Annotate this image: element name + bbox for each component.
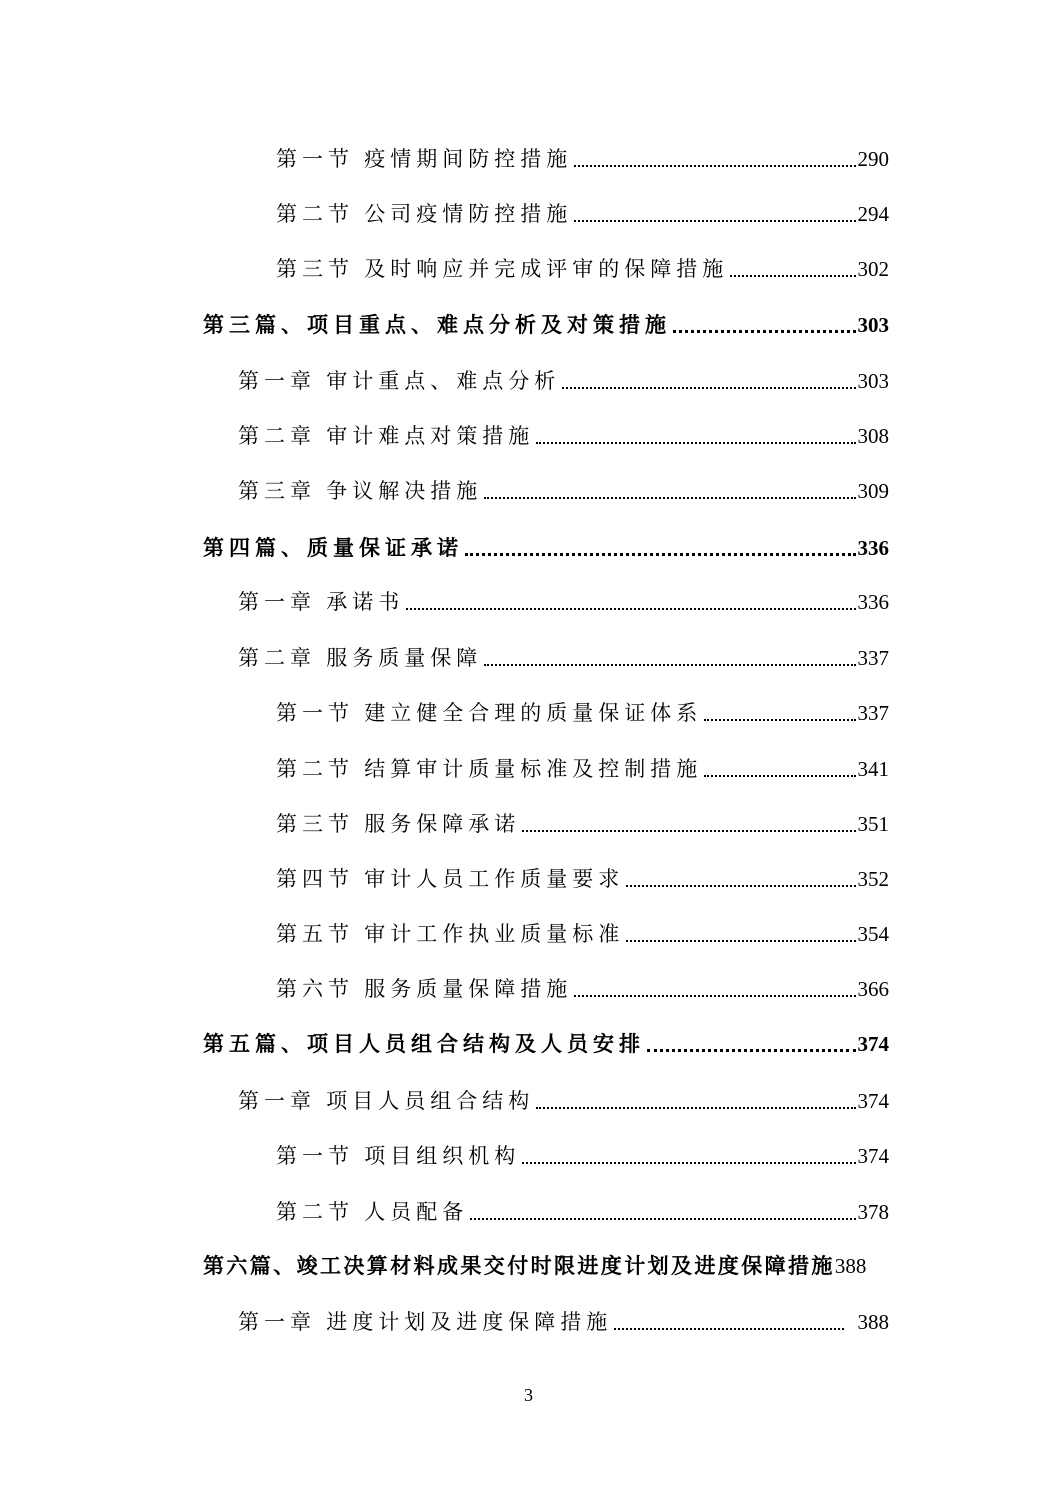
toc-leader-dots — [484, 643, 855, 673]
toc-entry-title: 第一章 进度计划及进度保障措施 — [238, 1310, 613, 1334]
toc-entry-page: 303 — [857, 369, 889, 393]
toc-leader-dots — [730, 254, 855, 284]
toc-entry-page: 378 — [857, 1200, 889, 1224]
toc-entry-page: 388 — [834, 1254, 867, 1278]
toc-leader-dots — [470, 1197, 855, 1227]
toc-entry-page: 303 — [857, 313, 889, 337]
toc-entry-title: 第一章 承诺书 — [238, 590, 405, 614]
toc-leader-dots — [626, 864, 855, 894]
toc-entry-title: 第四篇、质量保证承诺 — [203, 536, 463, 560]
toc-entry-page: 336 — [857, 590, 889, 614]
toc-leader-dots — [704, 698, 855, 728]
toc-leader-dots — [626, 919, 855, 949]
toc-entry — [238, 639, 889, 673]
toc-entry-title: 第三节 及时响应并完成评审的保障措施 — [276, 257, 729, 281]
toc-leader-dots — [647, 1029, 856, 1059]
toc-entry-page: 388 — [857, 1310, 889, 1334]
toc-entry-title: 第一节 疫情期间防控措施 — [276, 147, 573, 171]
toc-entry-page: 308 — [857, 424, 889, 448]
toc-part-entry — [203, 306, 889, 340]
toc-leader-dots — [574, 144, 855, 174]
toc-entry — [276, 1193, 889, 1227]
toc-entry-page: 337 — [857, 646, 889, 670]
toc-entry — [276, 970, 889, 1004]
toc-entry-page: 294 — [857, 202, 889, 226]
toc-entry — [238, 362, 889, 396]
toc-entry-title: 第三篇、项目重点、难点分析及对策措施 — [203, 313, 671, 337]
toc-leader-dots — [673, 310, 856, 340]
toc-entry-title: 第一章 审计重点、难点分析 — [238, 369, 561, 393]
toc-entry-title: 第三章 争议解决措施 — [238, 479, 483, 503]
toc-entry-title: 第二章 审计难点对策措施 — [238, 424, 535, 448]
toc-entry-title: 第三节 服务保障承诺 — [276, 812, 521, 836]
toc-entry-page: 336 — [857, 536, 889, 560]
toc-entry-title: 第二节 结算审计质量标准及控制措施 — [276, 757, 703, 781]
toc-entry-title: 第二节 公司疫情防控措施 — [276, 202, 573, 226]
toc-entry — [238, 472, 889, 506]
toc-entry — [276, 694, 889, 728]
toc-leader-dots — [562, 366, 855, 396]
toc-entry-page: 354 — [857, 922, 889, 946]
toc-entry — [276, 750, 889, 784]
toc-entry — [276, 250, 889, 284]
toc-leader-dots — [406, 587, 855, 617]
toc-entry — [238, 1082, 889, 1116]
toc-entry-title: 第五篇、项目人员组合结构及人员安排 — [203, 1032, 645, 1056]
toc-leader-dots — [465, 533, 856, 563]
toc-entry-page: 337 — [857, 701, 889, 725]
toc-entry-page: 302 — [857, 257, 889, 281]
toc-entry-title: 第二章 服务质量保障 — [238, 646, 483, 670]
toc-entry-title: 第一章 项目人员组合结构 — [238, 1089, 535, 1113]
toc-leader-dots — [522, 809, 855, 839]
toc-entry-title: 第一节 建立健全合理的质量保证体系 — [276, 701, 703, 725]
toc-leader-dots — [536, 1086, 855, 1116]
toc-entry-title: 第六篇、竣工决算材料成果交付时限进度计划及进度保障措施 — [203, 1254, 835, 1278]
toc-part-entry — [203, 529, 889, 563]
toc-leader-dots — [704, 754, 855, 784]
toc-entry — [238, 417, 889, 451]
toc-leader-dots — [522, 1141, 855, 1171]
toc-entry-page: 374 — [857, 1144, 889, 1168]
toc-leader-dots — [574, 199, 855, 229]
toc-entry-title: 第二节 人员配备 — [276, 1200, 469, 1224]
toc-entry-page: 366 — [857, 977, 889, 1001]
toc-entry-page: 352 — [857, 867, 889, 891]
toc-entry — [276, 1137, 889, 1171]
toc-leader-dots — [536, 421, 855, 451]
toc-entry-page: 341 — [857, 757, 889, 781]
toc-entry-title: 第五节 审计工作执业质量标准 — [276, 922, 625, 946]
toc-entry-page: 374 — [857, 1089, 889, 1113]
toc-part-entry — [203, 1247, 908, 1281]
toc-entry-page: 290 — [857, 147, 889, 171]
toc-entry-page: 374 — [857, 1032, 889, 1056]
toc-entry — [276, 915, 889, 949]
toc-entry-page: 309 — [857, 479, 889, 503]
toc-entry-title: 第六节 服务质量保障措施 — [276, 977, 573, 1001]
toc-part-entry — [203, 1025, 889, 1059]
toc-leader-dots — [614, 1307, 843, 1337]
toc-entry-page: 351 — [857, 812, 889, 836]
toc-leader-dots — [484, 476, 855, 506]
page-number: 3 — [524, 1385, 533, 1405]
toc-leader-dots — [574, 974, 855, 1004]
toc-entry-title: 第一节 项目组织机构 — [276, 1144, 521, 1168]
toc-entry — [238, 583, 889, 617]
toc-entry — [276, 805, 889, 839]
toc-entry — [276, 140, 889, 174]
toc-entry-title: 第四节 审计人员工作质量要求 — [276, 867, 625, 891]
toc-entry — [276, 195, 889, 229]
toc-entry — [276, 860, 889, 894]
toc-entry — [238, 1303, 889, 1337]
